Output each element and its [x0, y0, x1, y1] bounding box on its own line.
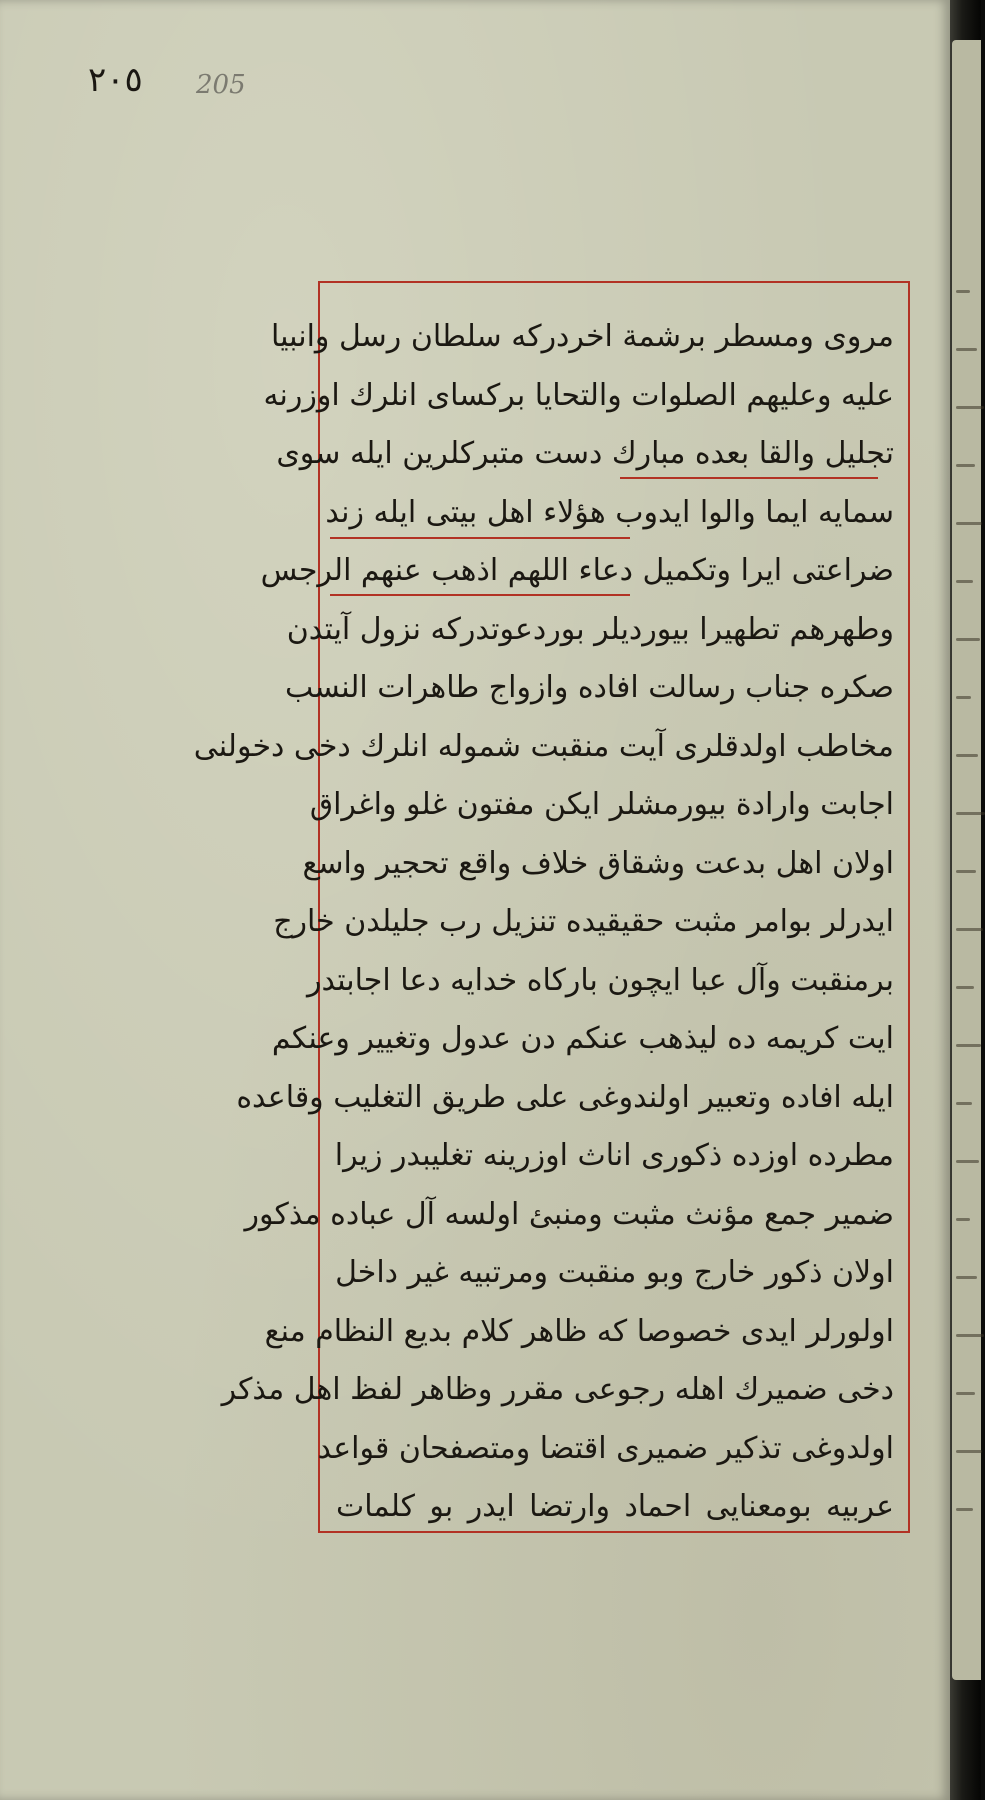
next-leaf-ink-trace — [956, 812, 985, 815]
next-leaf-ink-trace — [956, 928, 983, 931]
manuscript-line: اولان اهل بدعت وشقاق خلاف واقع تحجیر واسع — [302, 845, 894, 881]
manuscript-line: عربیه بومعنایی احماد وارتضا ایدر بو کلمات — [336, 1489, 894, 1524]
next-leaf-ink-trace — [956, 638, 980, 641]
text-block — [193, 300, 900, 1530]
manuscript-line: صکره جناب رسالت افاده وازواج طاهرات النسب — [285, 670, 894, 705]
next-leaf-ink-trace — [956, 986, 974, 989]
folio-number-pencil: 205 — [196, 70, 246, 100]
next-leaf-ink-trace — [956, 522, 982, 525]
next-leaf-edge — [952, 40, 981, 1680]
rubric-rule-3 — [330, 594, 630, 596]
manuscript-line: ایدرلر بوامر مثبت حقیقیده تنزیل رب جلیلدن خارج — [273, 904, 894, 939]
rubric-rule-2 — [330, 537, 630, 539]
next-leaf-ink-trace — [956, 1334, 984, 1337]
manuscript-line: ضراعتی ایرا وتکمیل دعاء اللهم اذهب عنهم الرجس — [260, 553, 894, 588]
manuscript-line: تجلیل والقا بعده مبارك دست متبرکلرین ایله سوی — [276, 436, 894, 471]
next-leaf-ink-trace — [956, 464, 975, 467]
manuscript-line: ایت کریمه ده لیذهب عنکم دن عدول وتغییر وعنکم — [271, 1021, 894, 1056]
next-leaf-ink-trace — [956, 1044, 981, 1047]
manuscript-line: دخی ضمیرك اهله رجوعی مقرر وظاهر لفظ اهل مذکر — [221, 1372, 894, 1407]
manuscript-line: مخاطب اولدقلری آیت منقبت شموله انلرك دخی دخولنی — [193, 728, 894, 764]
manuscript-line: اجابت وارادة بیورمشلر ایکن مفتون غلو واغراق — [309, 787, 894, 822]
manuscript-line: برمنقبت وآل عبا ایچون بارکاه خدایه دعا اجابتدر — [307, 962, 894, 998]
folio-number-arabic: ٢٠٥ — [88, 60, 143, 100]
manuscript-line: وطهرهم تطهیرا بیوردیلر بوردعوتدرکه نزول آیتدن — [286, 611, 894, 647]
manuscript-line: علیه وعلیهم الصلوات والتحایا برکسای انلرك اوزرنه — [263, 377, 894, 413]
manuscript-line: اولورلر ایدی خصوصا که ظاهر کلام بدیع النظام منع — [264, 1313, 894, 1349]
manuscript-line: اولدوغی تذکیر ضمیری اقتضا ومتصفحان قواعد — [317, 1430, 894, 1466]
next-leaf-ink-trace — [956, 870, 976, 873]
next-leaf-ink-trace — [956, 1508, 973, 1511]
rubric-rule-1 — [620, 477, 878, 479]
next-leaf-ink-trace — [956, 754, 978, 757]
manuscript-line: مطرده اوزده ذکوری اناث اوزرینه تغلیبدر زیرا — [334, 1138, 894, 1173]
next-leaf-ink-trace — [956, 580, 973, 583]
next-leaf-ink-trace — [956, 406, 984, 409]
manuscript-line: ضمیر جمع مؤنث مثبت ومنبئ اولسه آل عباده مذکور — [244, 1196, 894, 1232]
next-leaf-ink-trace — [956, 1392, 975, 1395]
next-leaf-ink-trace — [956, 696, 971, 699]
manuscript-line: ایله افاده وتعبیر اولندوغی علی طریق التغلیب وقاعده — [236, 1079, 894, 1115]
next-leaf-ink-trace — [956, 1102, 972, 1105]
next-leaf-ink-trace — [956, 1450, 982, 1453]
manuscript-line: اولان ذکور خارج وبو منقبت ومرتبیه غیر داخل — [335, 1255, 894, 1290]
next-leaf-ink-trace — [956, 1218, 970, 1221]
manuscript-line: سمایه ایما والوا ایدوب هؤلاء اهل بیتی ایله زند — [325, 494, 894, 530]
manuscript-line: مروی ومسطر برشمة اخردرکه سلطان رسل وانبیا — [270, 319, 894, 354]
next-leaf-ink-trace — [956, 1160, 979, 1163]
next-leaf-ink-trace — [956, 348, 977, 351]
next-leaf-ink-trace — [956, 1276, 977, 1279]
next-leaf-ink-trace — [956, 290, 970, 293]
